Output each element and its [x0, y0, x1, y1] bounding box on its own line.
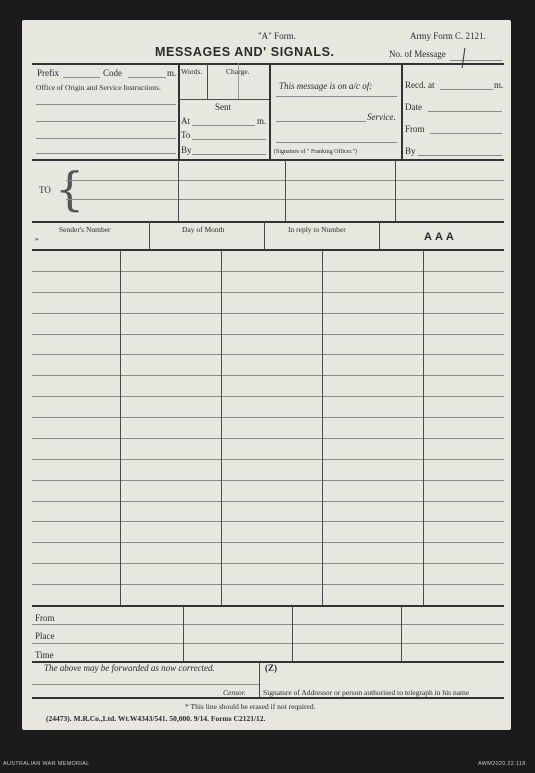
- recd-by-label: By: [405, 146, 416, 156]
- censor-label: Censor.: [223, 688, 246, 697]
- message-grid-row-line[interactable]: [32, 271, 504, 272]
- origin-line-3[interactable]: [36, 138, 176, 139]
- sent-top-line: [178, 99, 269, 100]
- date-line[interactable]: [428, 111, 502, 112]
- message-grid-row-line[interactable]: [32, 521, 504, 522]
- from-label: From: [405, 124, 425, 134]
- message-grid-row-line[interactable]: [32, 313, 504, 314]
- top-border: [32, 63, 504, 65]
- z-mark: (Z): [265, 663, 277, 673]
- sent-label: Sent: [215, 102, 232, 112]
- from-line[interactable]: [430, 133, 502, 134]
- divider-origin: [178, 63, 180, 160]
- grid-col-divider-3: [322, 250, 323, 606]
- prefix-line[interactable]: [63, 77, 100, 78]
- message-grid-row-line[interactable]: [32, 354, 504, 355]
- grid-col-divider-1: [120, 250, 121, 606]
- grid-bottom: [32, 605, 504, 607]
- bottom-divider-1: [183, 606, 184, 662]
- words-label: Words.: [181, 67, 203, 76]
- recd-at-line[interactable]: [440, 89, 493, 90]
- date-label: Date: [405, 102, 422, 112]
- archive-credit-left: AUSTRALIAN WAR MEMORIAL: [3, 761, 90, 767]
- service-line-1[interactable]: [276, 96, 397, 97]
- bottom-divider-2: [292, 606, 293, 662]
- senders-divider-2: [264, 221, 265, 250]
- to-divider-2: [285, 160, 286, 222]
- senders-number-label: Sender's Number: [59, 225, 111, 234]
- archive-credit-right: AWM2020.22.118: [478, 761, 526, 767]
- recd-by-line[interactable]: [418, 155, 502, 156]
- bottom-line-2[interactable]: [32, 643, 504, 644]
- senders-divider-1: [149, 221, 150, 250]
- senders-row-bottom: [32, 249, 504, 251]
- message-grid-row-line[interactable]: [32, 584, 504, 585]
- service-line-2[interactable]: [276, 121, 366, 122]
- sent-to-line[interactable]: [192, 139, 266, 140]
- in-reply-to-label: In reply to Number: [288, 225, 346, 234]
- office-of-origin-label: Office of Origin and Service Instructions.: [36, 83, 161, 92]
- divider-charge-inner: [238, 63, 239, 99]
- message-grid-row-line[interactable]: [32, 563, 504, 564]
- recd-at-label: Recd. at: [405, 80, 435, 90]
- recd-m-label: m.: [494, 80, 504, 90]
- sent-at-label: At: [181, 116, 190, 126]
- bottom-time-label: Time: [35, 650, 54, 660]
- forwarded-note: The above may be forwarded as now corrected.: [44, 663, 215, 673]
- sent-by-label: By: [181, 145, 192, 155]
- grid-col-divider-2: [221, 250, 222, 606]
- bottom-from-label: From: [35, 613, 55, 623]
- sent-by-line[interactable]: [192, 154, 266, 155]
- bottom-border: [32, 697, 504, 699]
- origin-line-4[interactable]: [36, 153, 176, 154]
- top-section-bottom: [32, 159, 504, 161]
- code-label: Code: [103, 68, 122, 78]
- to-label: TO: [39, 185, 51, 195]
- printer-info: (24473). M.R.Co.,Ltd. Wt.W4343/541. 50,000. 9/14. Forms C2121/12.: [46, 714, 266, 723]
- to-divider-3: [395, 160, 396, 222]
- message-grid-row-line[interactable]: [32, 542, 504, 543]
- prefix-label: Prefix: [37, 68, 59, 78]
- divider-sent: [269, 63, 271, 160]
- franking-officer-label: (Signature of " Franking Officer."): [274, 149, 357, 155]
- asterisk-mark: *: [35, 236, 39, 245]
- bottom-divider-3: [401, 606, 402, 662]
- no-of-message-line[interactable]: [450, 60, 502, 61]
- sent-at-m: m.: [257, 116, 267, 126]
- message-grid-row-line[interactable]: [32, 292, 504, 293]
- message-grid-row-line[interactable]: [32, 480, 504, 481]
- army-form-number: Army Form C. 2121.: [410, 31, 486, 41]
- code-line[interactable]: [128, 77, 166, 78]
- this-message-label: This message is on a/c of:: [279, 81, 373, 91]
- message-grid-row-line[interactable]: [32, 459, 504, 460]
- to-brace: {: [55, 162, 85, 216]
- aaa-label: AAA: [424, 231, 457, 243]
- divider-words: [207, 63, 208, 99]
- a-form-label: "A" Form.: [258, 31, 296, 41]
- to-divider-1: [178, 160, 179, 222]
- origin-line-2[interactable]: [36, 121, 176, 122]
- message-grid-row-line[interactable]: [32, 375, 504, 376]
- form-title: MESSAGES AND' SIGNALS.: [155, 45, 335, 59]
- signature-label: Signature of Addressor or person authorised to telegraph in his name: [263, 688, 470, 697]
- sent-at-line[interactable]: [192, 125, 255, 126]
- divider-recd: [401, 63, 403, 160]
- sent-to-label: To: [181, 130, 191, 140]
- grid-col-divider-4: [423, 250, 424, 606]
- message-grid-row-line[interactable]: [32, 417, 504, 418]
- day-of-month-label: Day of Month: [182, 225, 225, 234]
- message-grid-row-line[interactable]: [32, 501, 504, 502]
- message-grid-row-line[interactable]: [32, 334, 504, 335]
- to-section-bottom: [32, 221, 504, 223]
- censor-divider: [259, 662, 260, 698]
- service-label: Service.: [367, 112, 396, 122]
- erase-note: * This line should be erased if not required.: [185, 702, 316, 711]
- message-grid-row-line[interactable]: [32, 396, 504, 397]
- senders-divider-3: [379, 221, 380, 250]
- code-m-label: m.: [167, 68, 177, 78]
- origin-line-1[interactable]: [36, 104, 176, 105]
- franking-signature-line[interactable]: [276, 142, 397, 143]
- bottom-place-label: Place: [35, 631, 55, 641]
- message-grid-row-line[interactable]: [32, 438, 504, 439]
- charge-label: Charge.: [226, 67, 250, 76]
- bottom-line-1[interactable]: [32, 624, 504, 625]
- no-of-message-label: No. of Message: [389, 49, 446, 59]
- censor-line[interactable]: [32, 684, 259, 685]
